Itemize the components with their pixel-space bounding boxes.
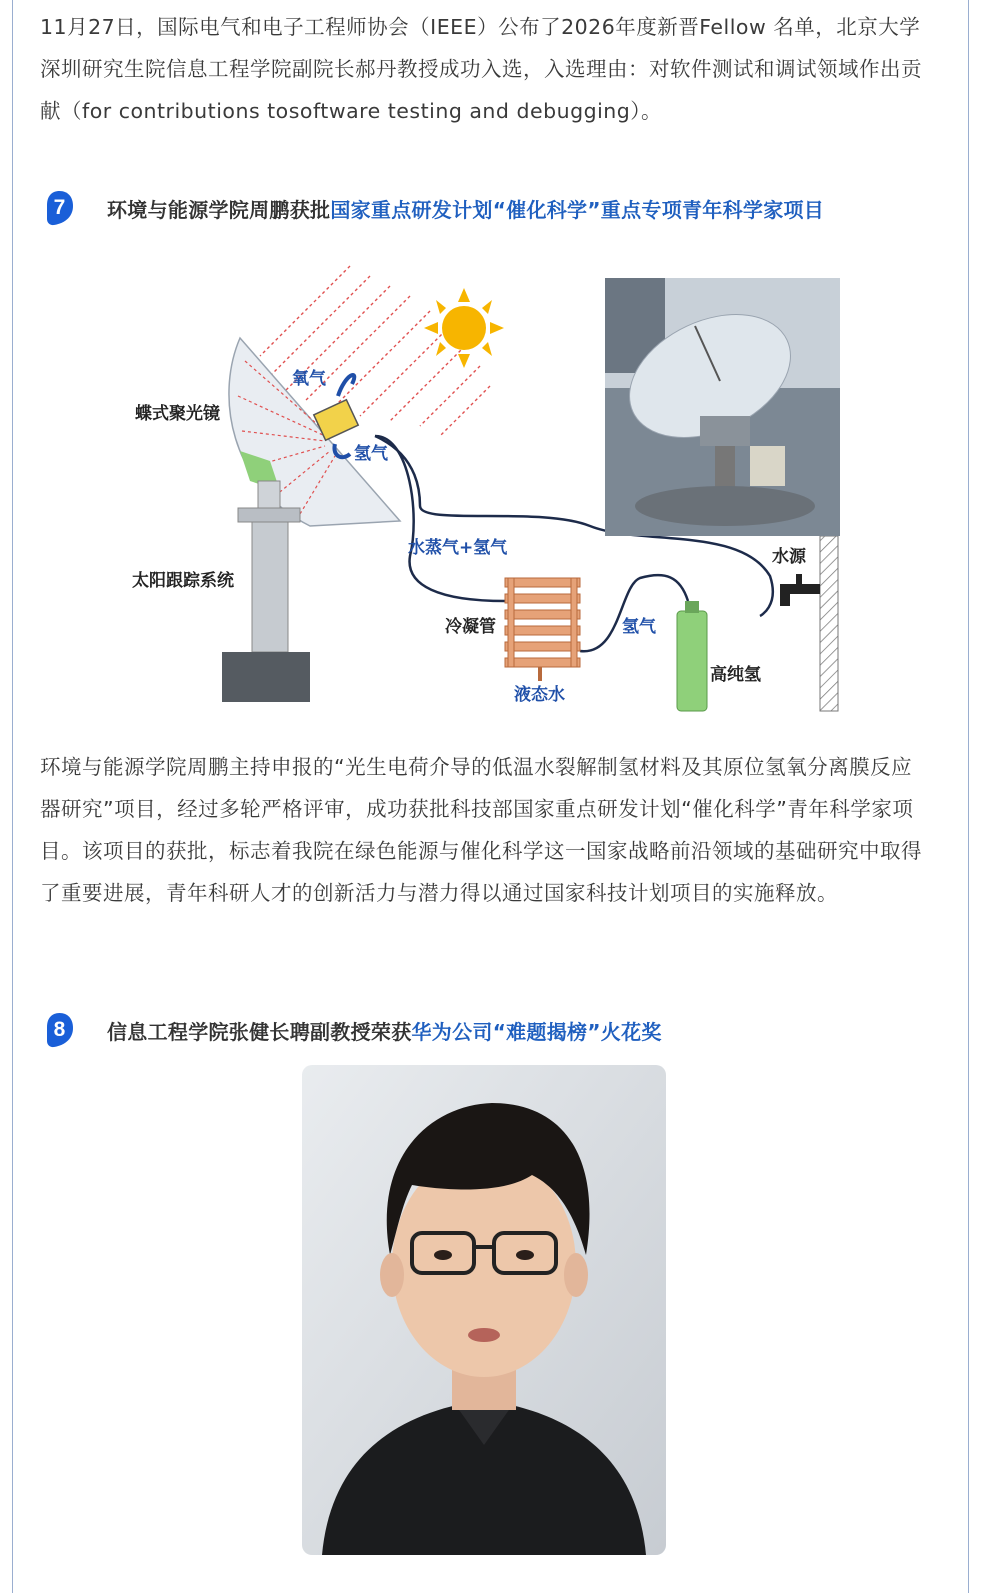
label-tracking: 太阳跟踪系统 xyxy=(132,571,234,591)
label-oxygen: 氧气 xyxy=(292,369,326,389)
section-7-body: 环境与能源学院周鹏主持申报的“光生电荷介导的低温水裂解制氢材料及其原位氢氧分离膜反应器研究”项目，经过多轮严格评审，成功获批科技部国家重点研发计划“催化科学”青年科学家项目。该项目的获批，标志着我院在绿色能源与催化科学这一国家战略前沿领域的基础研究中取得了重要进展，青年科研人才的创新活力与潜力得以通过国家科技计划项目的实施释放。 xyxy=(40,755,922,905)
solar-hydrogen-diagram xyxy=(120,256,860,726)
label-hydrogen-mid: 氢气 xyxy=(622,617,656,637)
section-7-heading xyxy=(44,188,944,228)
section-number-badge: 8 xyxy=(44,1011,75,1049)
sun-icon xyxy=(424,288,504,368)
section-title: 信息工程学院张健长聘副教授荣获华为公司“难题揭榜”火花奖 xyxy=(107,1019,662,1044)
label-liquid-water: 液态水 xyxy=(514,685,565,705)
section-number-badge: 7 xyxy=(44,189,75,227)
label-vapor: 水蒸气+氢气 xyxy=(408,538,508,558)
section-8-heading xyxy=(44,1010,944,1050)
label-pure-hydrogen: 高纯氢 xyxy=(710,665,761,685)
portrait-photo xyxy=(302,1065,666,1555)
label-water-source: 水源 xyxy=(772,547,806,567)
section-title: 环境与能源学院周鹏获批国家重点研发计划“催化科学”重点专项青年科学家项目 xyxy=(107,197,825,222)
label-mirror: 蝶式聚光镜 xyxy=(135,404,220,424)
label-condenser: 冷凝管 xyxy=(445,617,496,637)
intro-paragraph: 11月27日，国际电气和电子工程师协会（IEEE）公布了2026年度新晋Fellow 名单，北京大学深圳研究生院信息工程学院副院长郝丹教授成功入选，入选理由：对软件测试和调试领域作出贡献（for contributions tosoftware testing and debugging）。 xyxy=(40,15,922,123)
solar-dish-photo xyxy=(605,278,840,536)
label-hydrogen-top: 氢气 xyxy=(354,444,388,464)
